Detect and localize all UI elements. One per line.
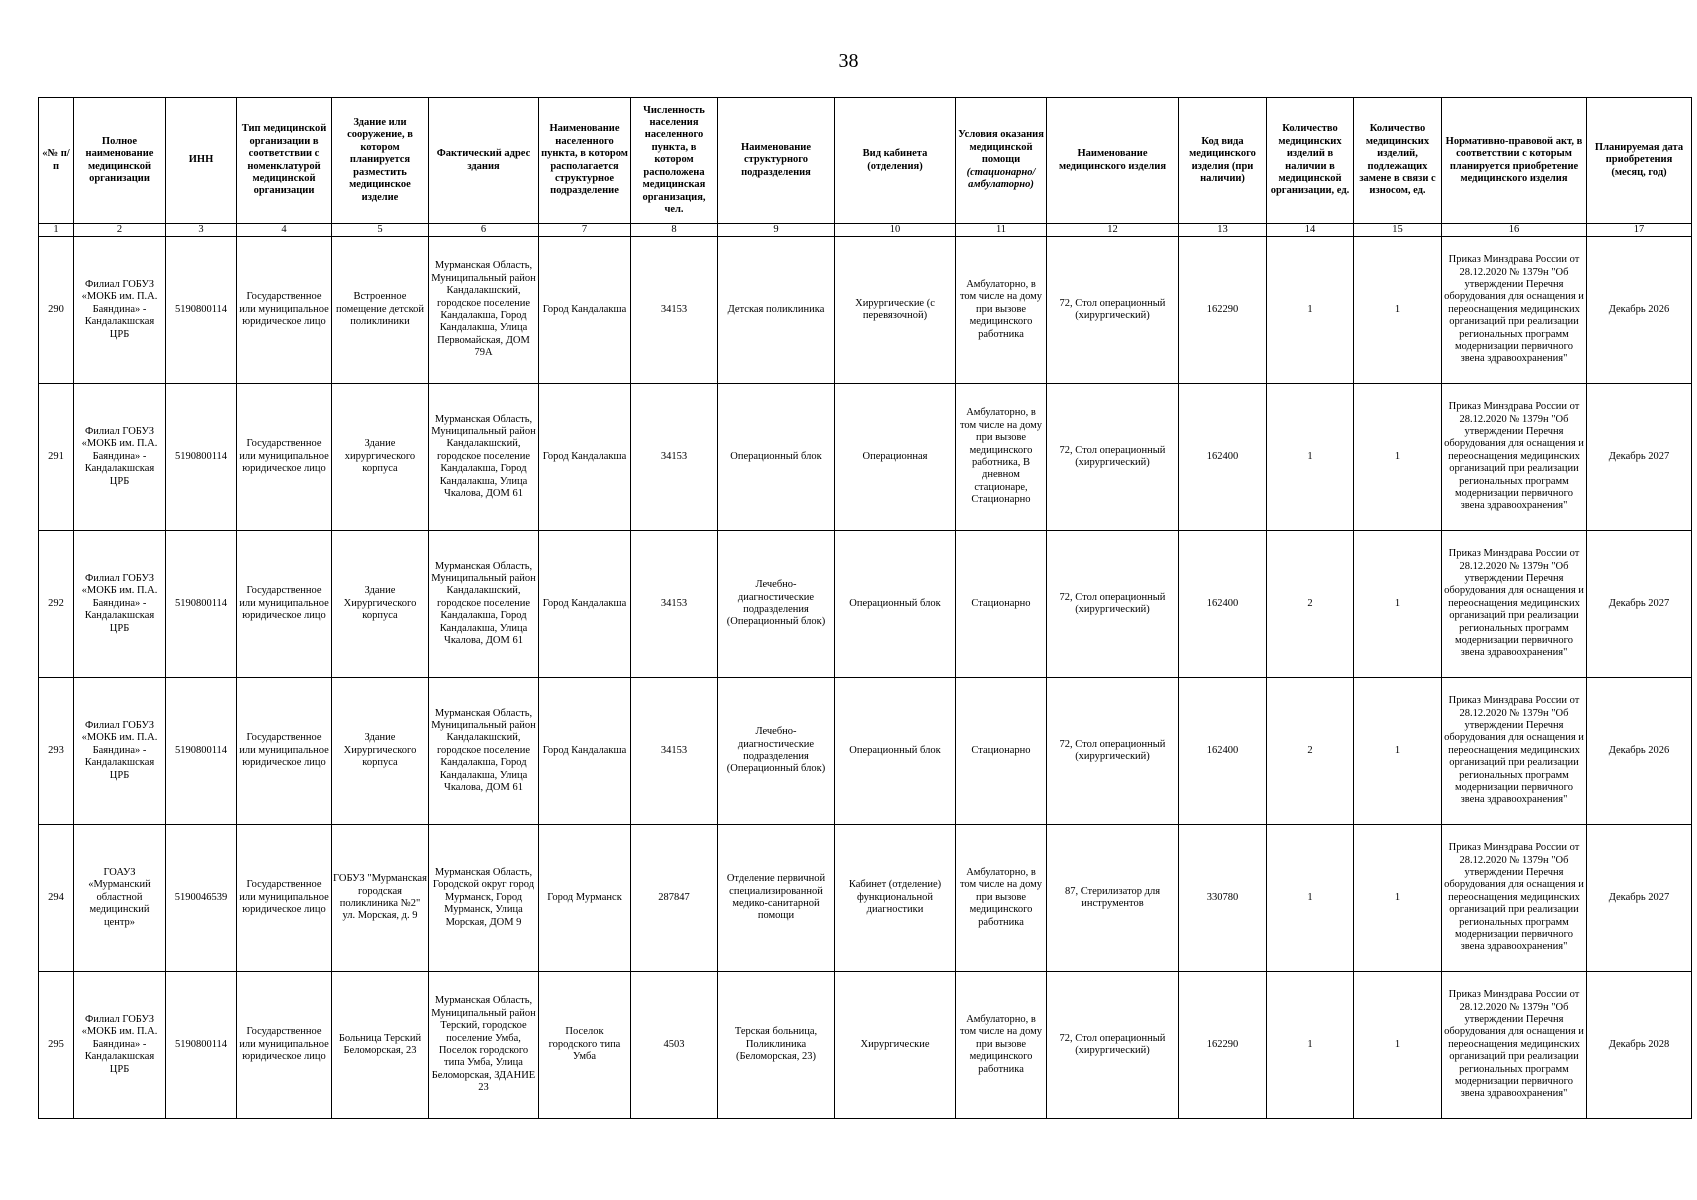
header-cell: ИНН — [166, 98, 237, 224]
qty-available-cell: 1 — [1267, 237, 1354, 384]
organization-name-cell: ГОАУЗ «Мурманский областной медицинский центр» — [74, 825, 166, 972]
organization-type-cell: Государственное или муниципальное юридическое лицо — [237, 678, 332, 825]
legal-act-cell: Приказ Минздрава России от 28.12.2020 № 1379н "Об утверждении Перечня оборудования для оснащения и переоснащения медицинских организаций при реализации региональных программ модернизации первичного звена здравоохранения" — [1442, 384, 1587, 531]
population-cell: 34153 — [631, 384, 718, 531]
population-cell: 34153 — [631, 678, 718, 825]
planned-date-cell: Декабрь 2027 — [1587, 531, 1692, 678]
inn-cell: 5190800114 — [166, 237, 237, 384]
table-row — [39, 531, 1692, 678]
care-conditions-cell: Амбулаторно, в том числе на дому при вызове медицинского работника — [956, 825, 1047, 972]
header-cell: Тип медицинской организации в соответствии с номенклатурой медицинской организации — [237, 98, 332, 224]
column-number: 10 — [835, 224, 956, 237]
device-code-cell: 162290 — [1179, 972, 1267, 1119]
population-cell: 4503 — [631, 972, 718, 1119]
device-name-cell: 72, Стол операционный (хирургический) — [1047, 972, 1179, 1119]
qty-to-replace-cell: 1 — [1354, 384, 1442, 531]
column-number: 13 — [1179, 224, 1267, 237]
planned-date-cell: Декабрь 2027 — [1587, 384, 1692, 531]
row-number-cell: 292 — [39, 531, 74, 678]
device-name-cell: 72, Стол операционный (хирургический) — [1047, 384, 1179, 531]
qty-available-cell: 1 — [1267, 972, 1354, 1119]
header-cell: Количество медицинских изделий, подлежащих замене в связи с износом, ед. — [1354, 98, 1442, 224]
organization-name-cell: Филиал ГОБУЗ «МОКБ им. П.А. Баяндина» - Кандалакшская ЦРБ — [74, 972, 166, 1119]
structural-unit-cell: Лечебно-диагностические подразделения (Операционный блок) — [718, 678, 835, 825]
row-number-cell: 294 — [39, 825, 74, 972]
header-cell: Наименование медицинского изделия — [1047, 98, 1179, 224]
organization-type-cell: Государственное или муниципальное юридическое лицо — [237, 972, 332, 1119]
row-number-cell: 293 — [39, 678, 74, 825]
table-row — [39, 384, 1692, 531]
structural-unit-cell: Детская поликлиника — [718, 237, 835, 384]
planned-date-cell: Декабрь 2027 — [1587, 825, 1692, 972]
header-conditions-italic: (стационарно/ амбулаторно) — [966, 166, 1036, 191]
address-cell: Мурманская Область, Городской округ город Мурманск, Город Мурманск, Улица Морская, ДОМ 9 — [429, 825, 539, 972]
building-cell: Встроенное помещение детской поликлиники — [332, 237, 429, 384]
organization-type-cell: Государственное или муниципальное юридическое лицо — [237, 237, 332, 384]
qty-available-cell: 2 — [1267, 678, 1354, 825]
equipment-table — [38, 97, 1692, 1119]
structural-unit-cell: Терская больница, Поликлиника (Беломорская, 23) — [718, 972, 835, 1119]
header-cell: Нормативно-правовой акт, в соответствии с которым планируется приобретение медицинского изделия — [1442, 98, 1587, 224]
column-number: 16 — [1442, 224, 1587, 237]
header-cell: Наименование структурного подразделения — [718, 98, 835, 224]
structural-unit-cell: Отделение первичной специализированной медико-санитарной помощи — [718, 825, 835, 972]
device-code-cell: 162400 — [1179, 384, 1267, 531]
structural-unit-cell: Лечебно-диагностические подразделения (Операционный блок) — [718, 531, 835, 678]
cabinet-type-cell: Операционный блок — [835, 678, 956, 825]
qty-to-replace-cell: 1 — [1354, 531, 1442, 678]
locality-cell: Город Кандалакша — [539, 384, 631, 531]
column-number: 5 — [332, 224, 429, 237]
locality-cell: Город Кандалакша — [539, 531, 631, 678]
device-name-cell: 72, Стол операционный (хирургический) — [1047, 678, 1179, 825]
column-number: 12 — [1047, 224, 1179, 237]
planned-date-cell: Декабрь 2026 — [1587, 678, 1692, 825]
building-cell: Здание Хирургического корпуса — [332, 531, 429, 678]
population-cell: 34153 — [631, 237, 718, 384]
table-row — [39, 678, 1692, 825]
organization-name-cell: Филиал ГОБУЗ «МОКБ им. П.А. Баяндина» - Кандалакшская ЦРБ — [74, 678, 166, 825]
population-cell: 287847 — [631, 825, 718, 972]
care-conditions-cell: Амбулаторно, в том числе на дому при вызове медицинского работника, В дневном стационаре, Стационарно — [956, 384, 1047, 531]
page-number: 38 — [838, 50, 859, 72]
column-number: 7 — [539, 224, 631, 237]
device-code-cell: 162400 — [1179, 531, 1267, 678]
column-number: 15 — [1354, 224, 1442, 237]
device-name-cell: 72, Стол операционный (хирургический) — [1047, 237, 1179, 384]
legal-act-cell: Приказ Минздрава России от 28.12.2020 № 1379н "Об утверждении Перечня оборудования для оснащения и переоснащения медицинских организаций при реализации региональных программ модернизации первичного звена здравоохранения" — [1442, 678, 1587, 825]
column-number: 2 — [74, 224, 166, 237]
column-number: 1 — [39, 224, 74, 237]
row-number-cell: 295 — [39, 972, 74, 1119]
row-number-cell: 290 — [39, 237, 74, 384]
locality-cell: Город Кандалакша — [539, 678, 631, 825]
row-number-cell: 291 — [39, 384, 74, 531]
organization-name-cell: Филиал ГОБУЗ «МОКБ им. П.А. Баяндина» - Кандалакшская ЦРБ — [74, 384, 166, 531]
legal-act-cell: Приказ Минздрава России от 28.12.2020 № 1379н "Об утверждении Перечня оборудования для оснащения и переоснащения медицинских организаций при реализации региональных программ модернизации первичного звена здравоохранения" — [1442, 237, 1587, 384]
header-cell: Вид кабинета (отделения) — [835, 98, 956, 224]
qty-to-replace-cell: 1 — [1354, 972, 1442, 1119]
header-cell-conditions — [956, 98, 1047, 224]
header-conditions-label: Условия оказания медицинской помощи — [958, 129, 1044, 166]
qty-available-cell: 1 — [1267, 384, 1354, 531]
care-conditions-cell: Стационарно — [956, 678, 1047, 825]
header-row — [39, 98, 1692, 224]
care-conditions-cell: Амбулаторно, в том числе на дому при вызове медицинского работника — [956, 237, 1047, 384]
table-row — [39, 825, 1692, 972]
cabinet-type-cell: Операционный блок — [835, 531, 956, 678]
organization-type-cell: Государственное или муниципальное юридическое лицо — [237, 531, 332, 678]
building-cell: Здание Хирургического корпуса — [332, 678, 429, 825]
building-cell: Больница Терский Беломорская, 23 — [332, 972, 429, 1119]
qty-to-replace-cell: 1 — [1354, 237, 1442, 384]
device-code-cell: 330780 — [1179, 825, 1267, 972]
planned-date-cell: Декабрь 2028 — [1587, 972, 1692, 1119]
inn-cell: 5190800114 — [166, 678, 237, 825]
header-cell: Код вида медицинского изделия (при наличии) — [1179, 98, 1267, 224]
structural-unit-cell: Операционный блок — [718, 384, 835, 531]
header-cell: «№ п/п — [39, 98, 74, 224]
cabinet-type-cell: Операционная — [835, 384, 956, 531]
column-number: 3 — [166, 224, 237, 237]
locality-cell: Город Мурманск — [539, 825, 631, 972]
header-cell: Количество медицинских изделий в наличии в медицинской организации, ед. — [1267, 98, 1354, 224]
building-cell: Здание хирургического корпуса — [332, 384, 429, 531]
header-cell: Планируемая дата приобретения (месяц, год) — [1587, 98, 1692, 224]
table-row — [39, 237, 1692, 384]
address-cell: Мурманская Область, Муниципальный район Кандалакшский, городское поселение Кандалакша, Город Кандалакша, Улица Чкалова, ДОМ 61 — [429, 531, 539, 678]
header-cell: Полное наименование медицинской организации — [74, 98, 166, 224]
header-cell: Наименование населенного пункта, в котором располагается структурное подразделение — [539, 98, 631, 224]
locality-cell: Поселок городского типа Умба — [539, 972, 631, 1119]
inn-cell: 5190800114 — [166, 531, 237, 678]
organization-name-cell: Филиал ГОБУЗ «МОКБ им. П.А. Баяндина» - Кандалакшская ЦРБ — [74, 237, 166, 384]
header-cell: Здание или сооружение, в котором планируется разместить медицинское изделие — [332, 98, 429, 224]
care-conditions-cell: Амбулаторно, в том числе на дому при вызове медицинского работника — [956, 972, 1047, 1119]
inn-cell: 5190800114 — [166, 972, 237, 1119]
care-conditions-cell: Стационарно — [956, 531, 1047, 678]
device-name-cell: 72, Стол операционный (хирургический) — [1047, 531, 1179, 678]
legal-act-cell: Приказ Минздрава России от 28.12.2020 № 1379н "Об утверждении Перечня оборудования для оснащения и переоснащения медицинских организаций при реализации региональных программ модернизации первичного звена здравоохранения" — [1442, 531, 1587, 678]
column-number: 9 — [718, 224, 835, 237]
column-number: 11 — [956, 224, 1047, 237]
address-cell: Мурманская Область, Муниципальный район Терский, городское поселение Умба, Поселок городского типа Умба, Улица Беломорская, ЗДАНИЕ 23 — [429, 972, 539, 1119]
column-number: 6 — [429, 224, 539, 237]
inn-cell: 5190800114 — [166, 384, 237, 531]
inn-cell: 5190046539 — [166, 825, 237, 972]
organization-type-cell: Государственное или муниципальное юридическое лицо — [237, 825, 332, 972]
qty-available-cell: 1 — [1267, 825, 1354, 972]
qty-to-replace-cell: 1 — [1354, 825, 1442, 972]
column-number: 14 — [1267, 224, 1354, 237]
address-cell: Мурманская Область, Муниципальный район Кандалакшский, городское поселение Кандалакша, Город Кандалакша, Улица Первомайская, ДОМ 79А — [429, 237, 539, 384]
device-name-cell: 87, Стерилизатор для инструментов — [1047, 825, 1179, 972]
device-code-cell: 162290 — [1179, 237, 1267, 384]
address-cell: Мурманская Область, Муниципальный район Кандалакшский, городское поселение Кандалакша, Город Кандалакша, Улица Чкалова, ДОМ 61 — [429, 384, 539, 531]
table-row — [39, 972, 1692, 1119]
column-number: 8 — [631, 224, 718, 237]
building-cell: ГОБУЗ "Мурманская городская поликлиника №2" ул. Морская, д. 9 — [332, 825, 429, 972]
column-number: 17 — [1587, 224, 1692, 237]
qty-to-replace-cell: 1 — [1354, 678, 1442, 825]
column-number: 4 — [237, 224, 332, 237]
column-number-row — [39, 224, 1692, 237]
cabinet-type-cell: Хирургические (с перевязочной) — [835, 237, 956, 384]
organization-name-cell: Филиал ГОБУЗ «МОКБ им. П.А. Баяндина» - Кандалакшская ЦРБ — [74, 531, 166, 678]
legal-act-cell: Приказ Минздрава России от 28.12.2020 № 1379н "Об утверждении Перечня оборудования для оснащения и переоснащения медицинских организаций при реализации региональных программ модернизации первичного звена здравоохранения" — [1442, 972, 1587, 1119]
population-cell: 34153 — [631, 531, 718, 678]
address-cell: Мурманская Область, Муниципальный район Кандалакшский, городское поселение Кандалакша, Город Кандалакша, Улица Чкалова, ДОМ 61 — [429, 678, 539, 825]
qty-available-cell: 2 — [1267, 531, 1354, 678]
locality-cell: Город Кандалакша — [539, 237, 631, 384]
cabinet-type-cell: Хирургические — [835, 972, 956, 1119]
legal-act-cell: Приказ Минздрава России от 28.12.2020 № 1379н "Об утверждении Перечня оборудования для оснащения и переоснащения медицинских организаций при реализации региональных программ модернизации первичного звена здравоохранения" — [1442, 825, 1587, 972]
device-code-cell: 162400 — [1179, 678, 1267, 825]
cabinet-type-cell: Кабинет (отделение) функциональной диагностики — [835, 825, 956, 972]
header-cell: Численность населения населенного пункта, в котором расположена медицинская организация, чел. — [631, 98, 718, 224]
organization-type-cell: Государственное или муниципальное юридическое лицо — [237, 384, 332, 531]
header-cell: Фактический адрес здания — [429, 98, 539, 224]
planned-date-cell: Декабрь 2026 — [1587, 237, 1692, 384]
